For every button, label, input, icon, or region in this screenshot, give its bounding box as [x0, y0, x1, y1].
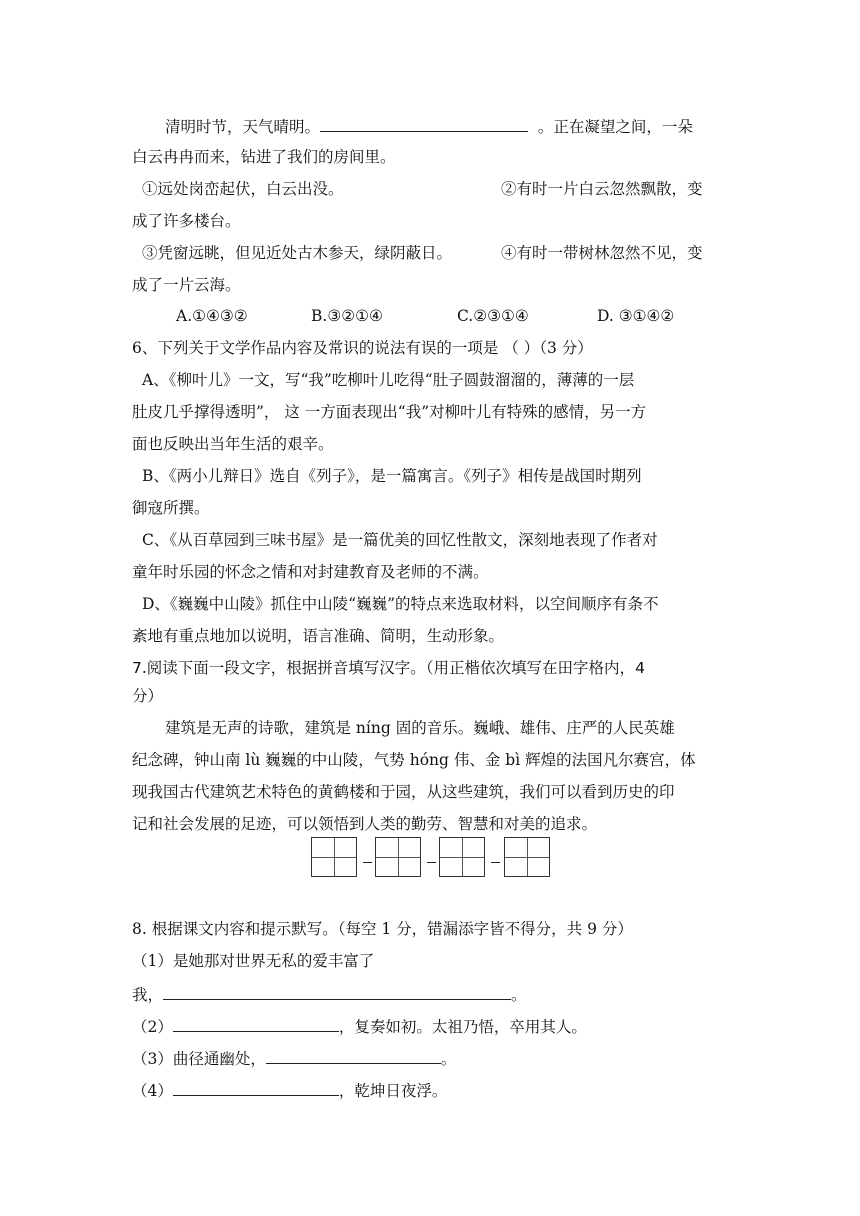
q6-option-a-line-2: 肚皮几乎撑得透明”， 这 一方面表现出“我”对柳叶儿有特殊的感情，另一方: [132, 403, 647, 421]
q7-stem-end: 分）: [132, 687, 164, 705]
q6-option-c-line-1: C、《从百草园到三味书屋》是一篇优美的回忆性散文，深刻地表现了作者对: [142, 531, 658, 549]
q8-item-3: （3）曲径通幽处， 。: [132, 1047, 456, 1069]
q5-sentence-1: ①远处岗峦起伏，白云出没。: [142, 180, 344, 198]
q8-blank-4[interactable]: [173, 1079, 339, 1096]
q5-sentence-2: ②有时一片白云忽然飘散，变: [501, 180, 703, 198]
writing-grid-cell-3[interactable]: [439, 837, 485, 877]
q6-option-d-line-1: D、《巍巍中山陵》抓住中山陵“巍巍”的特点来选取材料，以空间顺序有条不: [142, 595, 659, 613]
q6-stem: 6、下列关于文学作品内容及常识的说法有误的一项是 （ ）（3 分）: [132, 339, 593, 357]
q8-item-1-cont: 我， 。: [132, 983, 527, 1005]
q5-answer-blank[interactable]: [320, 115, 528, 132]
grid-separator-3: [491, 862, 500, 863]
q5-sentence-3: ③凭窗远眺，但见近处古木参天，绿阴蔽日。: [142, 244, 453, 262]
q5-sentence-4: ④有时一带树林忽然不见，变: [501, 244, 703, 262]
q5-option-a[interactable]: A.①④③②: [176, 307, 248, 325]
q8-blank-3[interactable]: [266, 1047, 441, 1064]
q8-stem: 8. 根据课文内容和提示默写。（每空 1 分，错漏添字皆不得分，共 9 分）: [132, 920, 633, 938]
q6-option-d-line-2: 紊地有重点地加以说明，语言准确、简明，生动形象。: [132, 627, 505, 645]
q5-sentence-2-cont: 成了许多楼台。: [132, 212, 241, 230]
q7-stem: 7.阅读下面一段文字，根据拼音填写汉字。（用正楷依次填写在田字格内，4: [132, 659, 645, 677]
q8-blank-1[interactable]: [163, 983, 511, 1000]
q5-passage-line-1: 清明时节，天气晴明。 。正在凝望之间，一朵: [165, 115, 693, 137]
writing-grid-cell-2[interactable]: [375, 837, 421, 877]
q6-option-a-line-3: 面也反映出当年生活的艰辛。: [132, 435, 334, 453]
q5-option-d[interactable]: D. ③①④②: [597, 307, 675, 325]
q7-number: 7: [132, 659, 142, 677]
q5-passage-line-2: 白云冉冉而来，钻进了我们的房间里。: [132, 148, 396, 166]
q8-item-2: （2） ，复奏如初。太祖乃悟，卒用其人。: [132, 1015, 587, 1037]
q5-sentence-4-cont: 成了一片云海。: [132, 276, 241, 294]
q6-option-a-line-1: A、《柳叶儿》一文，写“我”吃柳叶儿吃得“肚子圆鼓溜溜的，薄薄的一层: [142, 371, 635, 389]
q7-passage-line-1: 建筑是无声的诗歌，建筑是 níng 固的音乐。巍峨、雄伟、庄严的人民英雄: [165, 719, 675, 737]
q5-option-c[interactable]: C.②③①④: [457, 307, 529, 325]
q6-option-b-line-1: B、《两小儿辩日》选自《列子》，是一篇寓言。《列子》相传是战国时期列: [142, 467, 642, 485]
grid-separator-1: [363, 862, 372, 863]
grid-separator-2: [427, 862, 436, 863]
writing-grid-cell-1[interactable]: [311, 837, 357, 877]
q5-option-b[interactable]: B.③②①④: [311, 307, 383, 325]
q8-item-4: （4） ，乾坤日夜浮。: [132, 1079, 447, 1101]
q7-passage-line-4: 记和社会发展的足迹，可以领悟到人类的勤劳、智慧和对美的追求。: [132, 815, 598, 833]
q7-passage-line-3: 现我国古代建筑艺术特色的黄鹤楼和于园，从这些建筑，我们可以看到历史的印: [132, 783, 675, 801]
q6-option-c-line-2: 童年时乐园的怀念之情和对封建教育及老师的不满。: [132, 563, 489, 581]
q6-option-b-line-2: 御寇所撰。: [132, 499, 210, 517]
q8-item-1: （1）是她那对世界无私的爱丰富了: [132, 952, 375, 970]
writing-grid-cell-4[interactable]: [504, 837, 550, 877]
q8-blank-2[interactable]: [173, 1015, 339, 1032]
q7-score: 4: [635, 659, 645, 677]
q7-passage-line-2: 纪念碑，钟山南 lù 巍巍的中山陵，气势 hóng 伟、金 bì 辉煌的法国凡尔赛宫，体: [132, 751, 696, 769]
